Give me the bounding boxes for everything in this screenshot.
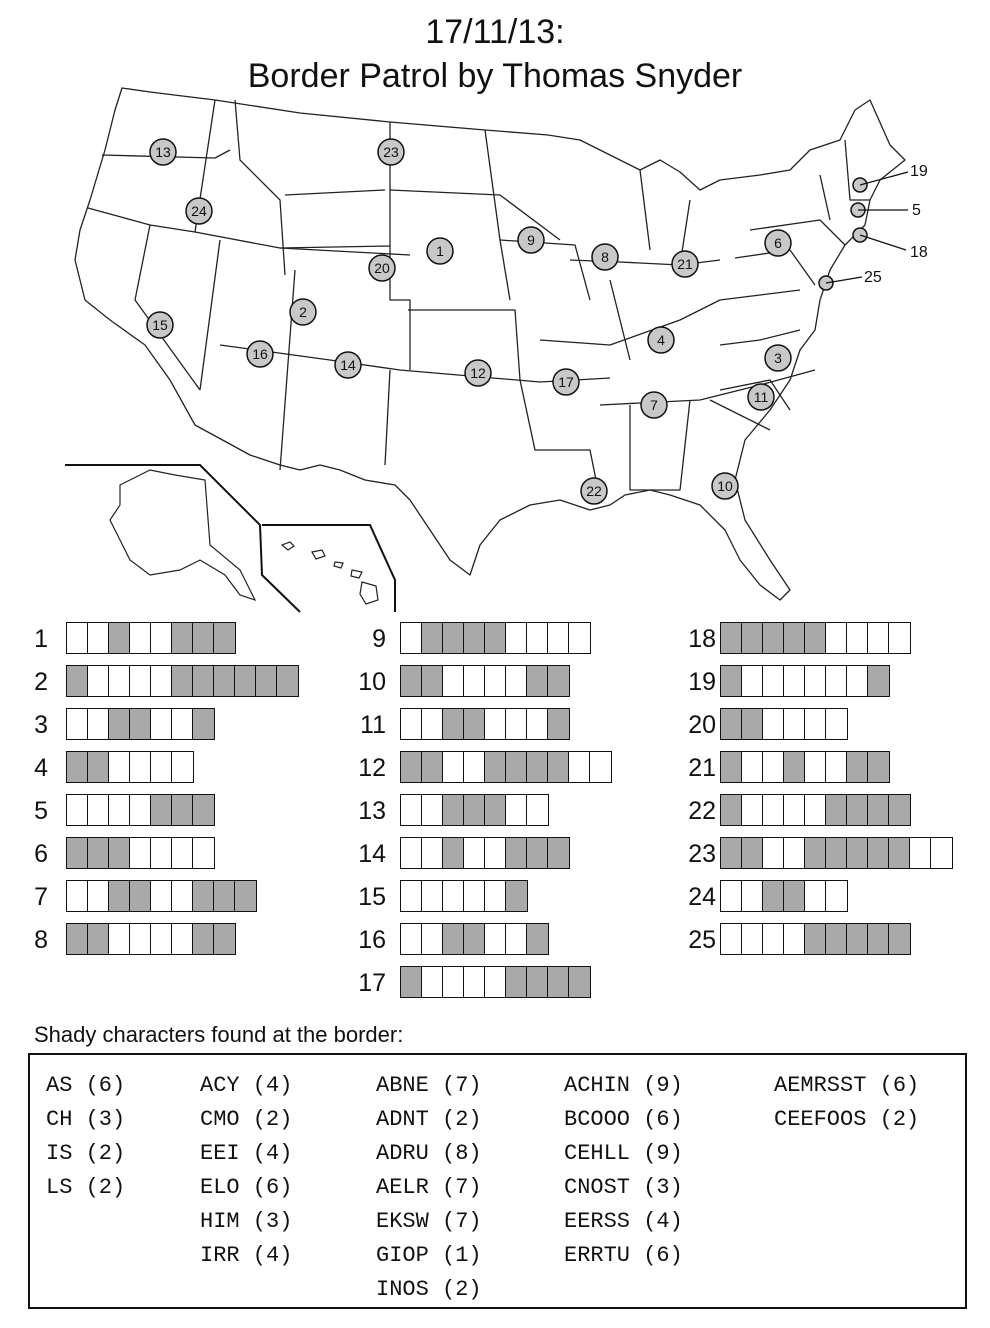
blank-cell[interactable]: [763, 795, 784, 825]
shaded-cell[interactable]: [721, 838, 742, 868]
blank-cell[interactable]: [742, 924, 763, 954]
shaded-cell[interactable]: [868, 795, 889, 825]
shaded-cell[interactable]: [763, 623, 784, 653]
shaded-cell[interactable]: [721, 752, 742, 782]
word-bank-column-5: [774, 1069, 919, 1137]
clue-number: 15: [358, 883, 386, 911]
word-bank-entry: CMO (2): [200, 1107, 293, 1132]
marker-number: 7: [650, 397, 658, 413]
blank-cell[interactable]: [443, 967, 464, 997]
answer-cells: [400, 966, 591, 998]
clue-number: 5: [34, 797, 48, 825]
map-marker-8: [592, 244, 618, 270]
blank-cell[interactable]: [742, 666, 763, 696]
blank-cell[interactable]: [847, 666, 868, 696]
shaded-cell[interactable]: [805, 623, 826, 653]
clue-number: 6: [34, 840, 48, 868]
clue-number: 1: [34, 625, 48, 653]
map-marker-22: [581, 478, 607, 504]
side-label-19: 19: [910, 163, 928, 180]
word-bank-column-3: [376, 1069, 482, 1307]
map-marker-1: [427, 238, 453, 264]
shaded-cell[interactable]: [763, 881, 784, 911]
map-marker-24: [186, 198, 212, 224]
blank-cell[interactable]: [763, 924, 784, 954]
shaded-cell[interactable]: [527, 967, 548, 997]
clue-number: 21: [688, 754, 716, 782]
side-label-18: 18: [910, 244, 928, 261]
word-bank-entry: IS (2): [46, 1141, 126, 1166]
clue-number: 12: [358, 754, 386, 782]
shaded-cell[interactable]: [847, 924, 868, 954]
map-marker-14: [335, 352, 361, 378]
shaded-cell[interactable]: [805, 924, 826, 954]
shaded-cell[interactable]: [784, 752, 805, 782]
shaded-cell[interactable]: [868, 924, 889, 954]
map-marker-4: [648, 327, 674, 353]
us-map: [0, 0, 990, 620]
clue-number: 7: [34, 883, 48, 911]
blank-cell[interactable]: [784, 838, 805, 868]
clue-number: 22: [688, 797, 716, 825]
shaded-cell[interactable]: [401, 967, 422, 997]
shaded-cell[interactable]: [569, 967, 590, 997]
clue-row-18: [0, 622, 990, 656]
marker-number: 16: [252, 346, 268, 362]
blank-cell[interactable]: [721, 924, 742, 954]
marker-number: 15: [152, 317, 168, 333]
map-marker-6: [765, 230, 791, 256]
shaded-cell[interactable]: [784, 623, 805, 653]
shaded-cell[interactable]: [805, 838, 826, 868]
blank-cell[interactable]: [464, 967, 485, 997]
clue-number: 2: [34, 668, 48, 696]
marker-number: 20: [374, 260, 390, 276]
map-marker-12: [465, 360, 491, 386]
clue-row-17: [0, 966, 990, 1000]
answer-cells: [720, 622, 911, 654]
blank-cell[interactable]: [763, 666, 784, 696]
marker-number: 9: [527, 232, 535, 248]
word-bank-title: Shady characters found at the border:: [34, 1022, 404, 1047]
word-bank-entry: ERRTU (6): [564, 1243, 683, 1268]
clue-number: 18: [688, 625, 716, 653]
blank-cell[interactable]: [826, 666, 847, 696]
map-marker-16: [247, 341, 273, 367]
shaded-cell[interactable]: [742, 709, 763, 739]
marker-number: 23: [383, 144, 399, 160]
shaded-cell[interactable]: [742, 623, 763, 653]
clue-number: 19: [688, 668, 716, 696]
marker-number: 12: [470, 365, 486, 381]
shaded-cell[interactable]: [847, 795, 868, 825]
map-marker-13: [150, 139, 176, 165]
shaded-cell[interactable]: [889, 838, 910, 868]
blank-cell[interactable]: [805, 709, 826, 739]
clue-number: 9: [372, 625, 386, 653]
blank-cell[interactable]: [422, 967, 443, 997]
blank-cell[interactable]: [805, 795, 826, 825]
blank-cell[interactable]: [742, 795, 763, 825]
answer-cells: [720, 837, 953, 869]
word-bank-entry: BCOOO (6): [564, 1107, 683, 1132]
shaded-cell[interactable]: [847, 752, 868, 782]
clue-number: 17: [358, 969, 386, 997]
shaded-cell[interactable]: [506, 967, 527, 997]
map-marker-2: [290, 299, 316, 325]
shaded-cell[interactable]: [868, 752, 889, 782]
shaded-cell[interactable]: [826, 838, 847, 868]
blank-cell[interactable]: [763, 838, 784, 868]
map-marker-11: [748, 384, 774, 410]
title-date: 17/11/13:: [425, 13, 565, 51]
clue-number: 24: [688, 883, 716, 911]
answer-cells: [720, 923, 911, 955]
clue-row-20: [0, 708, 990, 742]
map-marker-3: [765, 345, 791, 371]
clue-row-21: [0, 751, 990, 785]
word-bank-entry: EEI (4): [200, 1141, 293, 1166]
blank-cell[interactable]: [889, 623, 910, 653]
word-bank-entry: CNOST (3): [564, 1175, 683, 1200]
clue-row-24: [0, 880, 990, 914]
marker-number: 14: [340, 357, 356, 373]
blank-cell[interactable]: [910, 838, 931, 868]
marker-layer: [147, 139, 867, 504]
blank-cell[interactable]: [826, 752, 847, 782]
marker-number: 4: [657, 332, 665, 348]
marker-number: 2: [299, 304, 307, 320]
answer-cells: [720, 708, 848, 740]
blank-cell[interactable]: [826, 881, 847, 911]
side-label-25: 25: [864, 269, 882, 286]
clue-number: 16: [358, 926, 386, 954]
shaded-cell[interactable]: [868, 838, 889, 868]
blank-cell[interactable]: [763, 709, 784, 739]
word-bank-entry: LS (2): [46, 1175, 126, 1200]
marker-number: 24: [191, 203, 207, 219]
clue-row-19: [0, 665, 990, 699]
marker-number: 17: [558, 374, 574, 390]
leader-lines: [826, 172, 908, 283]
word-bank-column-4: [564, 1069, 683, 1273]
word-bank-entry: AELR (7): [376, 1175, 482, 1200]
shaded-cell[interactable]: [889, 924, 910, 954]
marker-number: 21: [677, 256, 693, 272]
alaska-outline: [110, 470, 255, 600]
blank-cell[interactable]: [868, 623, 889, 653]
shaded-cell[interactable]: [742, 838, 763, 868]
marker-number: 1: [436, 243, 444, 259]
word-bank-entry: CEHLL (9): [564, 1141, 683, 1166]
side-label-5: 5: [912, 202, 921, 219]
shaded-cell[interactable]: [721, 623, 742, 653]
shaded-cell[interactable]: [826, 924, 847, 954]
marker-number: 11: [753, 389, 769, 405]
answer-cells: [720, 880, 848, 912]
word-bank-entry: AEMRSST (6): [774, 1073, 920, 1098]
blank-cell[interactable]: [784, 666, 805, 696]
word-bank-entry: ADNT (2): [376, 1107, 482, 1132]
clue-number: 25: [688, 926, 716, 954]
map-marker-21: [672, 251, 698, 277]
word-bank-entry: INOS (2): [376, 1277, 482, 1302]
blank-cell[interactable]: [485, 967, 506, 997]
answer-cells: [720, 665, 890, 697]
blank-cell[interactable]: [784, 709, 805, 739]
shaded-cell[interactable]: [721, 795, 742, 825]
word-bank-entry: IRR (4): [200, 1243, 293, 1268]
state-outlines: [75, 88, 905, 600]
blank-cell[interactable]: [784, 795, 805, 825]
word-bank-entry: CH (3): [46, 1107, 126, 1132]
blank-cell[interactable]: [763, 752, 784, 782]
shaded-cell[interactable]: [721, 709, 742, 739]
blank-cell[interactable]: [826, 709, 847, 739]
blank-cell[interactable]: [826, 623, 847, 653]
word-bank-entry: ACHIN (9): [564, 1073, 683, 1098]
marker-number: 22: [586, 483, 602, 499]
shaded-cell[interactable]: [868, 666, 889, 696]
word-bank-entry: EKSW (7): [376, 1209, 482, 1234]
shaded-cell[interactable]: [784, 881, 805, 911]
shaded-cell[interactable]: [847, 838, 868, 868]
marker-number: 3: [774, 350, 782, 366]
clue-number: 14: [358, 840, 386, 868]
blank-cell[interactable]: [721, 881, 742, 911]
word-bank: [28, 1053, 967, 1309]
map-marker-10: [712, 473, 738, 499]
shaded-cell[interactable]: [889, 795, 910, 825]
blank-cell[interactable]: [931, 838, 952, 868]
shaded-cell[interactable]: [826, 795, 847, 825]
marker-number: 13: [155, 144, 171, 160]
word-bank-column-2: [200, 1069, 292, 1273]
word-bank-entry: ABNE (7): [376, 1073, 482, 1098]
word-bank-entry: CEEFOOS (2): [774, 1107, 920, 1132]
word-bank-entry: ELO (6): [200, 1175, 293, 1200]
clue-number: 8: [34, 926, 48, 954]
clue-number: 11: [360, 711, 386, 739]
word-bank-entry: ACY (4): [200, 1073, 293, 1098]
word-bank-entry: ADRU (8): [376, 1141, 482, 1166]
shaded-cell[interactable]: [721, 666, 742, 696]
clue-number: 23: [688, 840, 716, 868]
inset-borders: [65, 465, 395, 612]
map-marker-9: [518, 227, 544, 253]
blank-cell[interactable]: [742, 881, 763, 911]
clue-row-25: [0, 923, 990, 957]
map-marker-23: [378, 139, 404, 165]
word-bank-entry: HIM (3): [200, 1209, 293, 1234]
blank-cell[interactable]: [805, 881, 826, 911]
word-bank-entry: GIOP (1): [376, 1243, 482, 1268]
blank-cell[interactable]: [805, 752, 826, 782]
clue-row-22: [0, 794, 990, 828]
clue-number: 20: [688, 711, 716, 739]
marker-number: 8: [601, 249, 609, 265]
blank-cell[interactable]: [784, 924, 805, 954]
clue-number: 3: [34, 711, 48, 739]
clue-number: 10: [358, 668, 386, 696]
map-marker-15: [147, 312, 173, 338]
blank-cell[interactable]: [847, 623, 868, 653]
marker-number: 6: [774, 235, 782, 251]
word-bank-entry: EERSS (4): [564, 1209, 683, 1234]
blank-cell[interactable]: [742, 752, 763, 782]
clue-number: 13: [358, 797, 386, 825]
map-marker-20: [369, 255, 395, 281]
title-name: Border Patrol by Thomas Snyder: [247, 57, 743, 95]
map-marker-17: [553, 369, 579, 395]
marker-number: 10: [717, 478, 733, 494]
blank-cell[interactable]: [805, 666, 826, 696]
answer-cells: [720, 794, 911, 826]
map-marker-7: [641, 392, 667, 418]
clue-row-23: [0, 837, 990, 871]
word-bank-column-1: [46, 1069, 125, 1205]
answer-cells: [720, 751, 890, 783]
word-bank-entry: AS (6): [46, 1073, 126, 1098]
hawaii-islands: [282, 542, 378, 604]
clue-number: 4: [34, 754, 48, 782]
shaded-cell[interactable]: [548, 967, 569, 997]
